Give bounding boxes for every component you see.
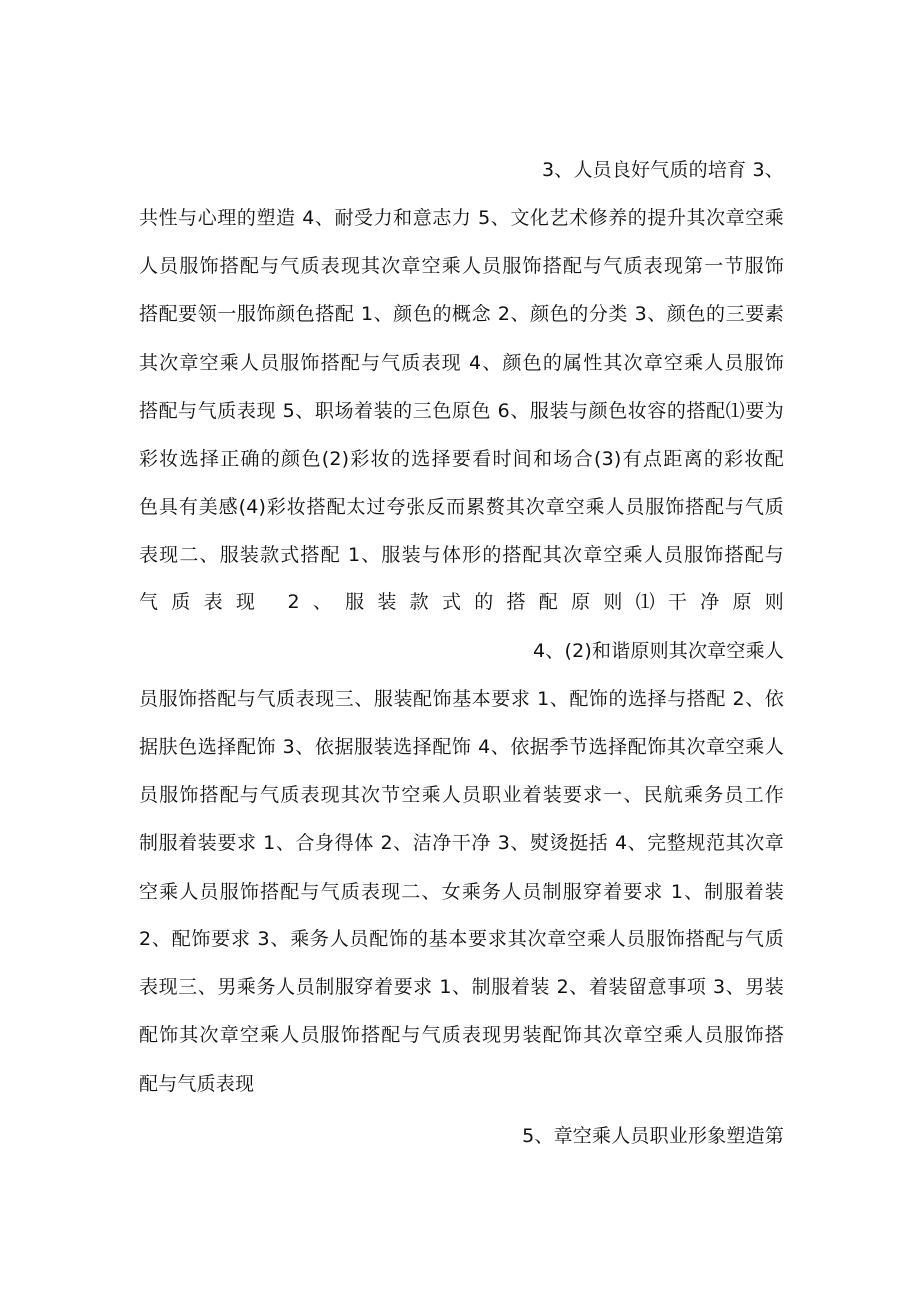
text-line: 空乘人员服饰搭配与气质表现二、女乘务人员制服穿着要求 1、制服着装 bbox=[139, 881, 784, 903]
text-line: 3、人员良好气质的培育 3、 bbox=[541, 159, 784, 181]
text-line: 配与气质表现 bbox=[139, 1073, 255, 1095]
text-line: 表现三、男乘务人员制服穿着要求 1、制服着装 2、着装留意事项 3、男装 bbox=[139, 976, 784, 998]
text-line: 4、(2)和谐原则其次章空乘人 bbox=[532, 640, 784, 662]
text-line: 搭配与气质表现 5、职场着装的三色原色 6、服装与颜色妆容的搭配⑴要为 bbox=[139, 400, 784, 422]
text-line: 员服饰搭配与气质表现三、服装配饰基本要求 1、配饰的选择与搭配 2、依 bbox=[139, 688, 784, 710]
text-line: 共性与心理的塑造 4、耐受力和意志力 5、文化艺术修养的提升其次章空乘 bbox=[139, 207, 784, 229]
text-line: 配饰其次章空乘人员服饰搭配与气质表现男装配饰其次章空乘人员服饰搭 bbox=[139, 1024, 784, 1046]
text-line: 表现二、服装款式搭配 1、服装与体形的搭配其次章空乘人员服饰搭配与 bbox=[139, 544, 784, 566]
text-line: 气质表现 2、服装款式的搭配原则⑴干净原则 bbox=[139, 591, 784, 613]
text-line: 制服着装要求 1、合身得体 2、洁净干净 3、熨烫挺括 4、完整规范其次章 bbox=[139, 832, 784, 854]
text-line: 色具有美感(4)彩妆搭配太过夸张反而累赘其次章空乘人员服饰搭配与气质 bbox=[139, 496, 784, 518]
text-line: 人员服饰搭配与气质表现其次章空乘人员服饰搭配与气质表现第一节服饰 bbox=[139, 255, 784, 277]
text-line: 搭配要领一服饰颜色搭配 1、颜色的概念 2、颜色的分类 3、颜色的三要素 bbox=[139, 303, 784, 325]
text-line: 其次章空乘人员服饰搭配与气质表现 4、颜色的属性其次章空乘人员服饰 bbox=[139, 352, 784, 374]
text-line: 2、配饰要求 3、乘务人员配饰的基本要求其次章空乘人员服饰搭配与气质 bbox=[139, 928, 784, 950]
text-line: 员服饰搭配与气质表现其次节空乘人员职业着装要求一、民航乘务员工作 bbox=[139, 784, 784, 806]
text-line: 据肤色选择配饰 3、依据服装选择配饰 4、依据季节选择配饰其次章空乘人 bbox=[139, 736, 784, 758]
text-line: 彩妆选择正确的颜色(2)彩妆的选择要看时间和场合(3)有点距离的彩妆配 bbox=[139, 448, 784, 470]
text-line: 5、章空乘人员职业形象塑造第 bbox=[522, 1125, 784, 1147]
